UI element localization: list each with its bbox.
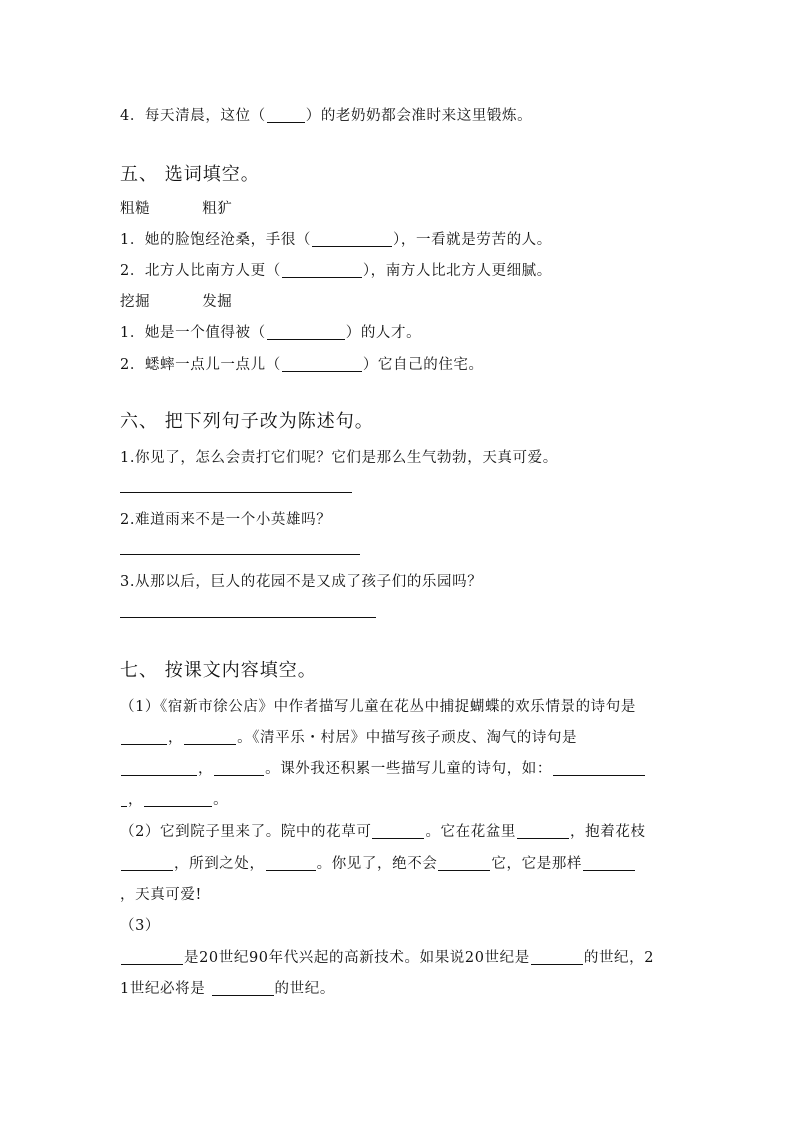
blank-field[interactable] — [438, 856, 490, 872]
section-7-title: 七、 按课文内容填空。 — [120, 660, 317, 681]
blank-field[interactable] — [282, 263, 362, 279]
blank-field[interactable] — [282, 357, 362, 373]
word-choices-1: 粗糙 粗犷 — [120, 201, 233, 217]
section-5-item-4: 2．蟋蟀一点儿一点儿（ ）它自己的住宅。 — [120, 357, 484, 373]
blank-field[interactable] — [144, 792, 212, 808]
section-5-item-3: 1．她是一个值得被（ ）的人才。 — [120, 325, 422, 341]
section-7-p2-line-2: ，所到之处， 。你见了，绝不会 它，它是那样 — [120, 852, 636, 873]
blank-field[interactable] — [517, 824, 569, 840]
answer-line[interactable] — [120, 492, 352, 493]
section-7-p1-line-4: ， 。 — [120, 788, 228, 809]
blank-field[interactable] — [121, 792, 127, 808]
section-6-sentence-1: 1.你见了，怎么会责打它们呢？它们是那么生气勃勃，天真可爱。 — [120, 450, 558, 466]
blank-field[interactable] — [121, 730, 167, 746]
answer-line[interactable] — [120, 554, 360, 555]
blank-field[interactable] — [267, 325, 345, 341]
answer-line[interactable] — [120, 617, 376, 618]
section-7-p2-line-1: （2）它到院子里来了。院中的花草可 。它在花盆里 ，抱着花枝 — [120, 824, 646, 840]
blank-field[interactable] — [312, 232, 392, 248]
blank-field[interactable] — [266, 856, 316, 872]
section-6-sentence-3: 3.从那以后，巨人的花园不是又成了孩子们的乐园吗？ — [120, 574, 483, 590]
section-7-p1-line-3: ， 。课外我还积累一些描写儿童的诗句，如： — [120, 757, 646, 778]
question-4: 4．每天清晨，这位（ ）的老奶奶都会准时来这里锻炼。 — [120, 108, 533, 124]
blank-field[interactable] — [121, 761, 197, 777]
blank-field[interactable] — [121, 950, 183, 966]
section-7-p2-line-3: ，天真可爱! — [120, 887, 202, 903]
blank-field[interactable] — [583, 856, 635, 872]
section-5-item-1: 1．她的脸饱经沧桑，手很（ ），一看就是劳苦的人。 — [120, 232, 552, 248]
section-7-p1-line-2: ， 。《清平乐・村居》中描写孩子顽皮、淘气的诗句是 — [120, 726, 577, 747]
section-7-p3-line-2: 1世纪必将是 的世纪。 — [120, 981, 335, 997]
word-choices-2: 挖掘 发掘 — [120, 294, 233, 310]
blank-field[interactable] — [121, 856, 173, 872]
section-7-p3-label: （3） — [120, 918, 161, 934]
blank-field[interactable] — [553, 761, 645, 777]
blank-field[interactable] — [184, 730, 236, 746]
blank-field[interactable] — [212, 981, 274, 997]
section-7-p3-line-1: 是20世纪90年代兴起的高新技术。如果说20世纪是 的世纪，2 — [120, 946, 654, 967]
blank-field[interactable] — [267, 108, 305, 124]
blank-field[interactable] — [214, 761, 264, 777]
blank-field[interactable] — [372, 824, 424, 840]
section-5-title: 五、 选词填空。 — [120, 164, 260, 185]
blank-field[interactable] — [531, 950, 583, 966]
section-7-p1-line-1: （1）《宿新市徐公店》中作者描写儿童在花丛中捕捉蝴蝶的欢乐情景的诗句是 — [120, 699, 636, 715]
section-5-item-2: 2．北方人比南方人更（ ），南方人比北方人更细腻。 — [120, 263, 552, 279]
section-6-sentence-2: 2.难道雨来不是一个小英雄吗？ — [120, 512, 332, 528]
section-6-title: 六、 把下列句子改为陈述句。 — [120, 411, 374, 432]
